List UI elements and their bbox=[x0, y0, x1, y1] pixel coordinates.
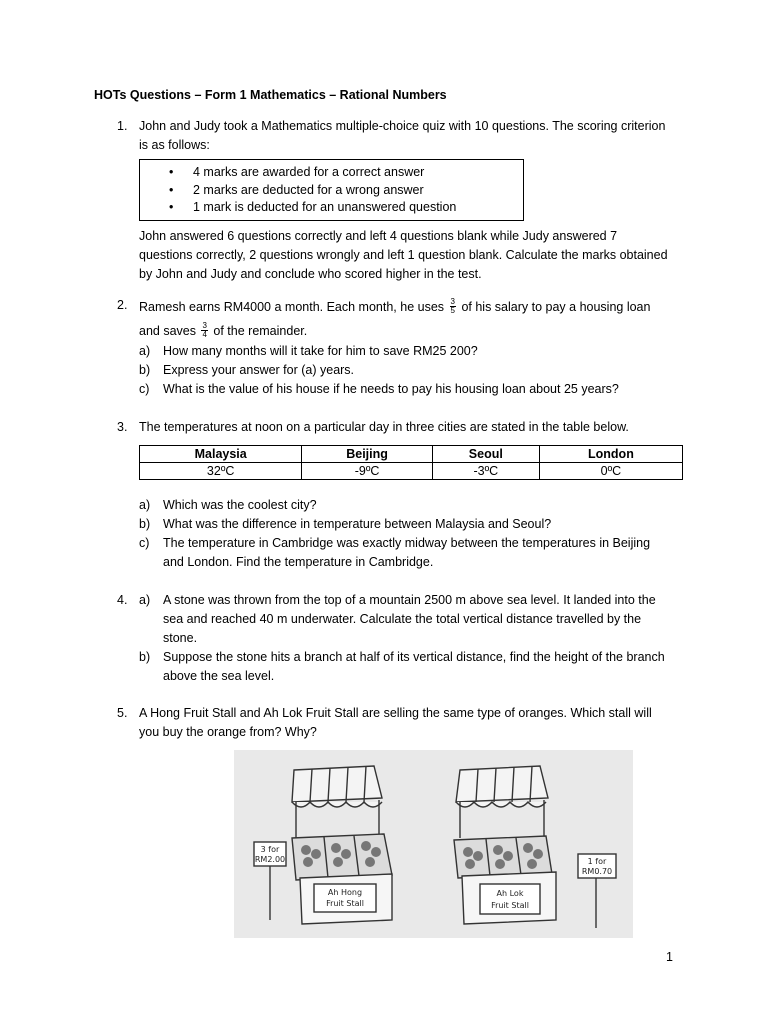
table-row bbox=[140, 463, 683, 480]
ah-lok-name-line-1: Ah Lok bbox=[496, 889, 524, 898]
question-number: 3. bbox=[117, 420, 128, 434]
question-5 bbox=[117, 704, 673, 742]
table-cell: -9ºC bbox=[302, 463, 432, 480]
question-2 bbox=[117, 296, 673, 399]
fruit-stalls-illustration bbox=[234, 750, 633, 938]
sub-question: b) What was the difference in temperature between Malaysia and Seoul? bbox=[139, 517, 552, 531]
ah-hong-name-line-2: Fruit Stall bbox=[326, 899, 364, 908]
question-2-line-1: Ramesh earns RM4000 a month. Each month, he uses $\frac{3}{5}$ of his salary to pay a housing loan bbox=[139, 297, 651, 316]
table-header: Malaysia bbox=[140, 446, 302, 463]
bullet-icon: • bbox=[169, 182, 174, 197]
sub-question: a) Which was the coolest city? bbox=[139, 498, 317, 512]
question-number: 2. bbox=[117, 298, 128, 312]
page-number: 1 bbox=[666, 950, 673, 964]
question-3-intro: The temperatures at noon on a particular day in three cities are stated in the table below. bbox=[139, 420, 629, 434]
scoring-criteria-box bbox=[139, 159, 524, 221]
ah-lok-name-line-2: Fruit Stall bbox=[491, 901, 529, 910]
sub-question: b) Express your answer for (a) years. bbox=[139, 363, 355, 377]
table-header: London bbox=[539, 446, 682, 463]
question-5-text: A Hong Fruit Stall and Ah Lok Fruit Stall are selling the same type of oranges. Which stall will you buy the orange from? Why? bbox=[139, 706, 652, 739]
temperature-table bbox=[139, 445, 683, 480]
question-4 bbox=[117, 591, 673, 686]
fraction: $\frac{3}{4}$ bbox=[202, 321, 207, 340]
table-header: Beijing bbox=[302, 446, 432, 463]
question-1 bbox=[117, 117, 673, 284]
question-2-line-2: and saves $\frac{3}{4}$ of the remainder. bbox=[139, 321, 308, 340]
page-title: HOTs Questions – Form 1 Mathematics – Rational Numbers bbox=[94, 88, 447, 102]
ah-hong-price-line-2: RM2.00 bbox=[254, 855, 286, 864]
sub-question: b) Suppose the stone hits a branch at half of its vertical distance, find the height of the branch above the sea level. bbox=[139, 650, 665, 683]
bullet-icon: • bbox=[169, 200, 174, 214]
table-header-row bbox=[140, 446, 683, 463]
question-number: 4. bbox=[117, 593, 128, 607]
question-1-intro: John and Judy took a Mathematics multiple-choice quiz with 10 questions. The scoring criterion is as follows: bbox=[139, 119, 666, 152]
criteria-item: • 1 mark is deducted for an unanswered question bbox=[140, 199, 523, 217]
sub-question: c) The temperature in Cambridge was exactly midway between the temperatures in Beijing and London. Find the temperature in Cambridge. bbox=[139, 536, 651, 569]
ah-hong-price-line-1: 3 for bbox=[260, 845, 280, 854]
sub-question: c) What is the value of his house if he needs to pay his housing loan about 25 years? bbox=[139, 382, 619, 396]
criteria-item: • 2 marks are deducted for a wrong answer bbox=[140, 182, 523, 200]
question-1-body: John answered 6 questions correctly and left 4 questions blank while Judy answered 7 questions correctly, 2 questions wrongly and left 1 question blank. Calculate the marks obtained by John and Judy and conclude who scored higher in the test. bbox=[139, 228, 668, 281]
ah-hong-name-line-1: Ah Hong bbox=[327, 888, 363, 897]
sub-question: a) How many months will it take for him to save RM25 200? bbox=[139, 344, 478, 358]
bullet-icon: • bbox=[169, 165, 174, 179]
sub-question: a) A stone was thrown from the top of a mountain 2500 m above sea level. It landed into the sea and reached 40 m underwater. Calculate the total vertical distance travelled by the stone. bbox=[139, 593, 656, 645]
fraction: $\frac{3}{5}$ bbox=[450, 297, 455, 316]
question-number: 5. bbox=[117, 706, 128, 720]
criteria-item: • 4 marks are awarded for a correct answer bbox=[140, 164, 523, 182]
table-cell: 0ºC bbox=[539, 463, 682, 480]
ah-lok-price-line-1: 1 for bbox=[587, 857, 607, 866]
question-3 bbox=[117, 418, 673, 572]
ah-lok-price-line-2: RM0.70 bbox=[581, 867, 613, 876]
question-number: 1. bbox=[117, 119, 128, 133]
table-cell: 32ºC bbox=[140, 463, 302, 480]
table-cell: -3ºC bbox=[432, 463, 539, 480]
table-header: Seoul bbox=[432, 446, 539, 463]
